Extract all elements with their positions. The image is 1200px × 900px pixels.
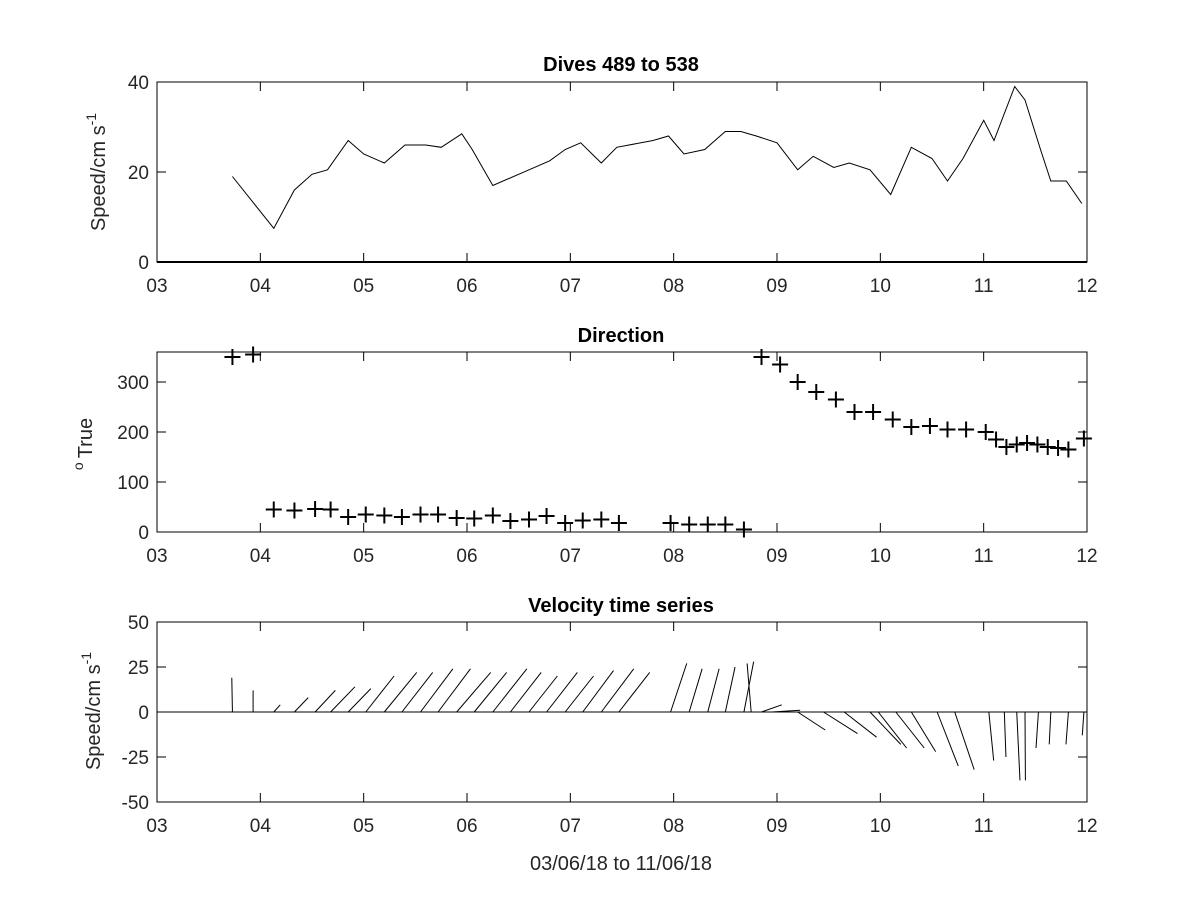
direction-x-tick-label: 03 xyxy=(146,546,168,567)
direction-point xyxy=(736,522,752,538)
velocity-stick xyxy=(493,669,527,712)
speed-y-tick-label: 20 xyxy=(127,163,149,184)
direction-point xyxy=(940,422,956,438)
velocity-stick xyxy=(1004,712,1006,757)
velocity-stick xyxy=(911,712,935,752)
direction-point xyxy=(828,392,844,408)
velocity-y-tick-label: 0 xyxy=(138,703,149,724)
speed-plot-area xyxy=(128,73,1098,297)
speed-x-tick-label: 09 xyxy=(766,276,788,297)
direction-point xyxy=(988,432,1004,448)
direction-point xyxy=(1076,431,1092,447)
velocity-stick xyxy=(708,669,719,712)
velocity-stick xyxy=(366,676,394,712)
direction-ylabel-sup: o xyxy=(70,462,86,471)
velocity-x-tick-label: 05 xyxy=(353,816,375,837)
direction-ylabel-text: True xyxy=(75,417,97,459)
velocity-stick xyxy=(798,712,826,730)
velocity-x-tick-label: 03 xyxy=(146,816,168,837)
direction-point xyxy=(663,515,679,531)
direction-point xyxy=(286,503,302,519)
velocity-stick xyxy=(547,672,578,712)
velocity-x-tick-label: 09 xyxy=(766,816,788,837)
velocity-x-tick-label: 08 xyxy=(663,816,685,837)
velocity-stick xyxy=(1082,712,1084,735)
direction-point xyxy=(358,507,374,523)
direction-x-tick-label: 06 xyxy=(456,546,478,567)
direction-point xyxy=(323,502,339,518)
speed-x-tick-label: 06 xyxy=(456,276,478,297)
direction-point xyxy=(998,439,1014,455)
velocity-x-tick-label: 11 xyxy=(973,816,994,837)
velocity-stick xyxy=(274,705,280,712)
velocity-stick xyxy=(955,712,974,770)
direction-axes-box xyxy=(157,352,1087,532)
direction-point xyxy=(1060,442,1076,458)
direction-point xyxy=(808,384,824,400)
direction-point xyxy=(376,508,392,524)
velocity-stick xyxy=(725,667,735,712)
speed-y-tick-label: 40 xyxy=(127,73,149,94)
direction-x-tick-label: 07 xyxy=(559,546,581,567)
velocity-y-tick-label: -50 xyxy=(121,793,149,814)
direction-y-tick-label: 200 xyxy=(117,423,149,444)
direction-x-tick-label: 12 xyxy=(1076,546,1098,567)
velocity-stick xyxy=(510,672,541,712)
direction-point xyxy=(772,357,788,373)
velocity-y-tick-label: 50 xyxy=(127,613,149,634)
direction-point xyxy=(754,349,770,365)
direction-point xyxy=(1019,435,1035,451)
direction-y-tick-label: 100 xyxy=(117,473,149,494)
speed-chart-title: Dives 489 to 538 xyxy=(543,54,699,76)
velocity-stick xyxy=(384,672,416,712)
velocity-x-tick-label: 06 xyxy=(456,816,478,837)
velocity-x-tick-label: 12 xyxy=(1076,816,1098,837)
velocity-plot-area xyxy=(122,613,1098,837)
direction-point xyxy=(1050,440,1066,456)
direction-point xyxy=(502,513,518,529)
velocity-stick xyxy=(348,689,371,712)
panel-speed xyxy=(83,54,1098,297)
direction-x-tick-label: 10 xyxy=(869,546,891,567)
velocity-chart-title: Velocity time series xyxy=(528,595,714,617)
velocity-x-tick-label: 10 xyxy=(869,816,891,837)
direction-point xyxy=(575,513,591,529)
speed-x-tick-label: 12 xyxy=(1076,276,1098,297)
velocity-y-tick-label: -25 xyxy=(121,748,149,769)
velocity-stick xyxy=(294,698,308,712)
speed-x-tick-label: 07 xyxy=(559,276,581,297)
velocity-stick xyxy=(315,690,335,712)
velocity-stick xyxy=(989,712,994,761)
direction-x-tick-label: 09 xyxy=(766,546,788,567)
velocity-stick xyxy=(421,669,453,712)
direction-point xyxy=(717,517,733,533)
velocity-stick xyxy=(844,712,876,737)
direction-point xyxy=(485,508,501,524)
velocity-y-tick-label: 25 xyxy=(127,658,149,679)
direction-point xyxy=(885,412,901,428)
direction-point xyxy=(539,508,555,524)
direction-y-axis-label xyxy=(70,418,97,470)
direction-point xyxy=(245,347,261,363)
direction-point xyxy=(958,422,974,438)
velocity-stick xyxy=(1066,712,1068,744)
direction-point xyxy=(681,517,697,533)
speed-ylabel-text: Speed/cm s xyxy=(88,125,110,232)
direction-chart-title: Direction xyxy=(577,325,665,347)
velocity-stick xyxy=(937,712,958,766)
direction-point xyxy=(922,418,938,434)
speed-series-line xyxy=(232,87,1081,229)
velocity-stick xyxy=(1036,712,1038,748)
velocity-stick xyxy=(671,663,687,712)
direction-point xyxy=(307,501,323,517)
direction-point xyxy=(593,512,609,528)
direction-point xyxy=(790,374,806,390)
direction-x-tick-label: 08 xyxy=(663,546,685,567)
velocity-stick xyxy=(619,672,650,712)
direction-point xyxy=(865,404,881,420)
direction-point xyxy=(521,512,537,528)
velocity-ylabel-sup: -1 xyxy=(78,651,94,665)
direction-point xyxy=(340,509,356,525)
speed-x-tick-label: 05 xyxy=(353,276,375,297)
direction-point xyxy=(413,507,429,523)
velocity-stick xyxy=(438,669,470,712)
speed-y-tick-label: 0 xyxy=(138,253,149,274)
direction-x-tick-label: 11 xyxy=(973,546,994,567)
speed-x-tick-label: 08 xyxy=(663,276,685,297)
speed-x-tick-label: 03 xyxy=(146,276,168,297)
speed-ylabel-sup: -1 xyxy=(83,112,99,126)
velocity-stick xyxy=(402,672,433,712)
direction-point xyxy=(978,424,994,440)
direction-y-tick-label: 300 xyxy=(117,373,149,394)
direction-point xyxy=(611,515,627,531)
velocity-stick xyxy=(896,712,924,748)
direction-point xyxy=(700,517,716,533)
speed-y-axis-label xyxy=(83,113,110,231)
velocity-x-tick-label: 04 xyxy=(249,816,271,837)
velocity-stick xyxy=(762,705,782,712)
velocity-x-tick-label: 07 xyxy=(559,816,581,837)
direction-point xyxy=(266,502,282,518)
direction-point xyxy=(224,349,240,365)
speed-axes-box xyxy=(157,82,1087,262)
speed-x-tick-label: 04 xyxy=(249,276,271,297)
direction-y-tick-label: 0 xyxy=(138,523,149,544)
velocity-stick xyxy=(824,712,858,734)
direction-point xyxy=(449,510,465,526)
velocity-ylabel-text: Speed/cm s xyxy=(83,664,105,771)
speed-x-tick-label: 11 xyxy=(973,276,994,297)
direction-point xyxy=(847,404,863,420)
direction-point xyxy=(1009,437,1025,453)
velocity-stick xyxy=(1017,712,1020,780)
direction-plot-area xyxy=(117,347,1097,568)
direction-x-tick-label: 05 xyxy=(353,546,375,567)
direction-point xyxy=(1029,437,1045,453)
panel-velocity xyxy=(78,595,1098,875)
velocity-stick xyxy=(457,672,491,712)
velocity-stick xyxy=(870,712,901,744)
velocity-stick xyxy=(878,712,906,748)
velocity-stick xyxy=(529,676,557,712)
direction-point xyxy=(394,509,410,525)
direction-point xyxy=(430,507,446,523)
velocity-stick xyxy=(583,671,614,712)
velocity-stick xyxy=(474,672,506,712)
direction-x-tick-label: 04 xyxy=(249,546,271,567)
panel-direction xyxy=(70,325,1098,567)
velocity-stick xyxy=(601,669,633,712)
velocity-x-axis-label: 03/06/18 to 11/06/18 xyxy=(529,853,713,875)
velocity-stick xyxy=(232,678,233,712)
velocity-y-axis-label xyxy=(78,652,105,770)
speed-x-tick-label: 10 xyxy=(869,276,891,297)
velocity-stick xyxy=(747,663,751,712)
velocity-stick xyxy=(689,669,702,712)
direction-point xyxy=(903,419,919,435)
velocity-stick xyxy=(1049,712,1051,744)
velocity-stick xyxy=(565,676,593,712)
direction-point xyxy=(466,511,482,527)
